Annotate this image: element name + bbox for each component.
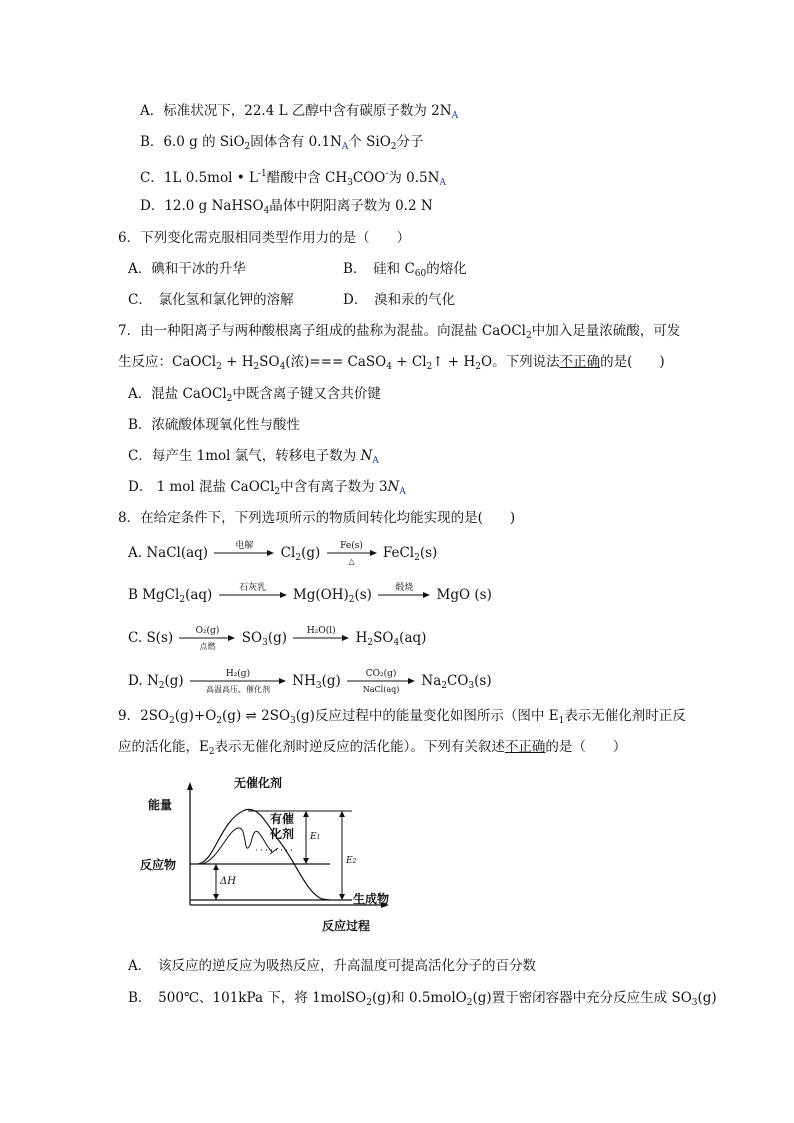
q8-stem: 8．在给定条件下，下列选项所示的物质间转化均能实现的是( ) [118,510,516,526]
reaction-arrow: O₂(g) 点燃 [179,629,235,649]
product-label: 生成物 [353,892,390,906]
q9-option-a: A． 该反应的逆反应为吸热反应，升高温度可提高活化分子的百分数 [128,958,536,974]
q5-option-a: A．标准状况下，22.4 L 乙醇中含有碳原子数为 $2N_A$ [140,103,459,121]
q6-option-a: A．碘和干冰的升华 [128,261,246,277]
q5-option-d: D．12.0 g NaHSO$_4$晶体中阴阳离子数为 0.2 N [140,198,433,216]
reaction-arrow: 石灰乳 [219,586,287,606]
reaction-arrow: Fe(s) △ [327,544,377,564]
catalyzed-label-2: 化剂 [270,827,295,841]
q7-stem-line1: 7．由一种阳离子与两种酸根离子组成的盐称为混盐。向混盐 CaOCl$_2$中加入足量浓硫酸，可发 [118,323,681,341]
q7-option-b: B．浓硫酸体现氧化性与酸性 [128,417,300,433]
q8-option-a: A. NaCl(aq) 电解 $Cl_2(g)$ Fe(s) △ FeCl$_2$(s) [128,540,438,566]
delta-h-label: ΔH [220,876,236,887]
x-axis-label: 反应过程 [322,919,371,933]
q9-stem-line2: 应的活化能，$E_2$表示无催化剂时逆反应的活化能）。下列有关叙述不正确的是（ ） [118,739,627,757]
q7-option-d: D． 1 mol 混盐 CaOCl$_2$中含有离子数为 $3N_A$ [128,479,406,497]
energy-diagram-graphic [160,780,390,930]
energy-diagram [140,776,390,933]
e2-label: E2 [346,856,357,866]
reaction-arrow: CO₂(g) NaCl(aq) [347,672,415,692]
reaction-arrow: 电解 [214,544,274,564]
q7-option-a: A．混盐 CaOCl$_2$中既含离子键又含共价键 [128,386,381,404]
q6-option-c: C． 氯化氢和氯化钾的溶解 [128,292,294,308]
reaction-arrow: H₂(g) 高温高压、催化剂 [190,672,286,692]
e1-label: E1 [310,832,321,842]
catalyzed-label-1: 有催 [270,812,295,826]
q5-option-c: C．1L 0.5mol • $L^{-1}$醋酸中含 $CH_3COO^-$为 $0.5N_A$ [140,169,446,188]
q8-option-c: C. S(s) O₂(g) 点燃 $SO_3(g)$ H₂O(l) $H_2SO_4(aq)$ [128,625,427,651]
q9-option-b: B． 500℃、101kPa 下，将 1molSO$_2$(g)和 0.5molO$_2$(g)置于密闭容器中充分反应生成 $SO_3(g)$ [128,990,717,1008]
q8-option-d: D. $N_2(g)$ H₂(g) 高温高压、催化剂 $NH_3(g)$ CO₂(g) NaCl(aq) $Na_2CO_3(s)$ [128,668,492,694]
q6-stem: 6．下列变化需克服相同类型作用力的是（ ） [118,230,411,246]
reactant-label: 反应物 [140,858,177,872]
reaction-arrow: 煅烧 [378,586,430,606]
reaction-arrow: H₂O(l) [293,629,349,649]
q8-option-b: B MgCl$_2$(aq) 石灰乳 $Mg(OH)_2(s)$ 煅烧 MgO (s) [128,582,492,605]
q9-stem-line1: 9．$2SO_2(g)+O_2(g)$ ⇌ $2SO_3(g)$反应过程中的能量变化如图所示（图中 $E_1$表示无催化剂时正反 [118,708,686,726]
q6-option-d: D． 溴和汞的气化 [343,292,456,308]
q6-option-b: B． 硅和 $C_{60}$的熔化 [343,261,467,279]
uncatalyzed-label: 无催化剂 [234,776,283,790]
q7-stem-line2: 生反应：CaOCl$_2$ + $H_2SO_4$(浓)=== CaSO$_4$ + $Cl_2↑ + H_2O$。下列说法不正确的是( ) [118,354,665,372]
y-axis-label: 能量 [148,798,173,812]
q7-option-c: C．每产生 1mol 氯气，转移电子数为 $N_A$ [128,448,379,466]
q5-option-b: B．6.0 g 的 SiO$_2$固体含有 $0.1N_A$个 SiO$_2$分子 [140,134,424,152]
